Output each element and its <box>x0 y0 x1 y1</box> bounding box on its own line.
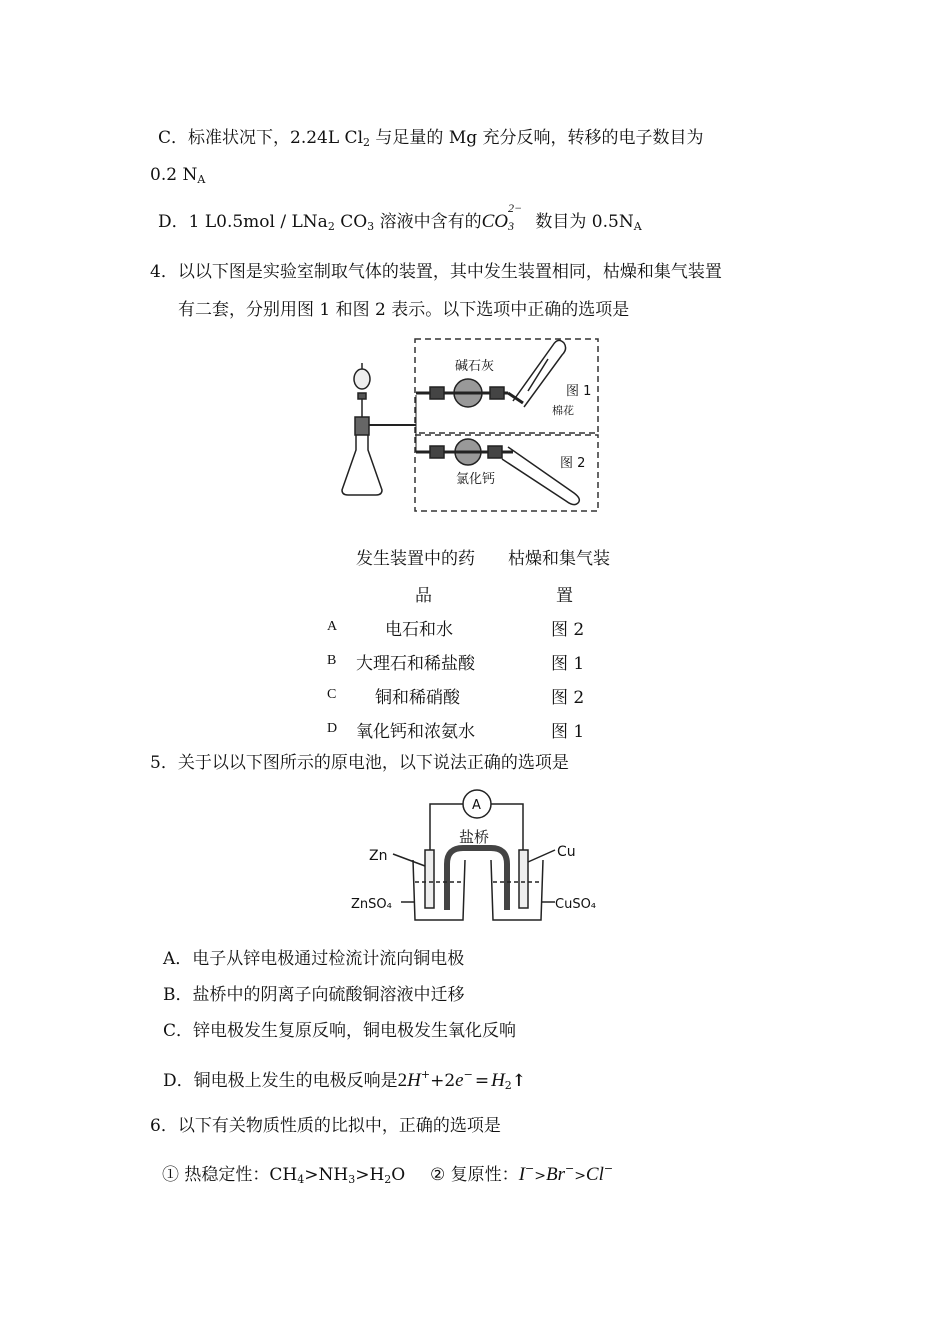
table-row-figure: 图 1 <box>551 722 585 742</box>
q5-option-c: C．锌电极发生复原反响，铜电极发生氧化反响 <box>163 1021 517 1041</box>
figure2-label: 图 2 <box>560 456 586 471</box>
q3-option-c: C．标准状况下，2.24L $Cl_2$ 与足量的 Mg 充分反响，转移的电子数目为 <box>158 128 704 149</box>
table-header-apparatus-cont: 置 <box>556 586 573 606</box>
ammeter-label: A <box>472 798 481 813</box>
q5-galvanic-cell-figure <box>345 786 610 926</box>
q5-option-b: B．盐桥中的阴离子向硫酸铜溶液中迁移 <box>163 985 465 1005</box>
q5-option-a: A．电子从锌电极通过检流计流向铜电极 <box>163 949 465 969</box>
table-row-figure: 图 2 <box>551 620 585 640</box>
table-row-key: A <box>327 619 338 634</box>
q5-stem: 5．关于以以下图所示的原电池，以下说法正确的选项是 <box>150 753 569 773</box>
table-row-reagent: 电石和水 <box>385 620 453 640</box>
table-header-apparatus: 枯燥和集气装 <box>508 549 610 569</box>
q4-stem-line2: 有二套，分别用图 1 和图 2 表示。以下选项中正确的选项是 <box>178 300 630 320</box>
zinc-label: Zn <box>369 848 388 864</box>
cotton-label: 棉花 <box>552 404 574 417</box>
soda-lime-label: 碱石灰 <box>455 359 495 374</box>
drying-tube-2 <box>416 439 503 465</box>
q4-stem-line1: 4．以以下图是实验室制取气体的装置，其中发生装置相同，枯燥和集气装置 <box>150 262 722 282</box>
copper-electrode <box>519 850 528 908</box>
table-row-figure: 图 1 <box>551 654 585 674</box>
copper-label: Cu <box>557 844 576 860</box>
table-row-key: C <box>327 687 337 702</box>
zinc-sulfate-label: ZnSO₄ <box>351 897 392 912</box>
table-row-figure: 图 2 <box>551 688 585 708</box>
table-row-reagent: 铜和稀硝酸 <box>375 688 460 708</box>
separatory-funnel <box>354 363 370 417</box>
q3-option-d: D．1 L0.5mol / LNa$_2$ $CO_3$ 溶液中含有的CO 2− 3 数目为 $0.5N_A$ <box>158 201 642 233</box>
table-row-key: B <box>327 653 337 668</box>
q3-option-c-continued: 0.2 $N_A$ <box>150 165 206 186</box>
zinc-electrode <box>425 850 434 908</box>
conical-flask <box>342 417 382 495</box>
drying-tube-1 <box>416 379 508 407</box>
table-row-reagent: 氧化钙和浓氨水 <box>356 722 475 742</box>
salt-bridge <box>447 848 507 910</box>
q6-items: ① 热稳定性：$CH_4>NH_3>H_2O$ ② 复原性：I−>Br−>Cl− <box>162 1162 614 1186</box>
test-tube-1 <box>508 340 566 407</box>
q6-stem: 6．以下有关物质性质的比拟中，正确的选项是 <box>150 1116 501 1136</box>
calcium-chloride-label: 氯化钙 <box>456 472 496 487</box>
copper-sulfate-label: CuSO₄ <box>555 897 597 912</box>
q4-apparatus-figure <box>338 335 603 515</box>
table-header-reagent: 发生装置中的药 <box>356 549 475 569</box>
table-row-key: D <box>327 721 338 736</box>
figure1-label: 图 1 <box>566 384 592 399</box>
table-header-reagent-cont: 品 <box>415 586 432 606</box>
table-row-reagent: 大理石和稀盐酸 <box>356 654 475 674</box>
q5-option-d: D．铜电极上发生的电极反响是$2H^++2e^- = H_2↑$ <box>163 1068 527 1092</box>
salt-bridge-label: 盐桥 <box>459 828 490 846</box>
zinc-beaker <box>413 860 465 920</box>
copper-beaker <box>491 860 543 920</box>
